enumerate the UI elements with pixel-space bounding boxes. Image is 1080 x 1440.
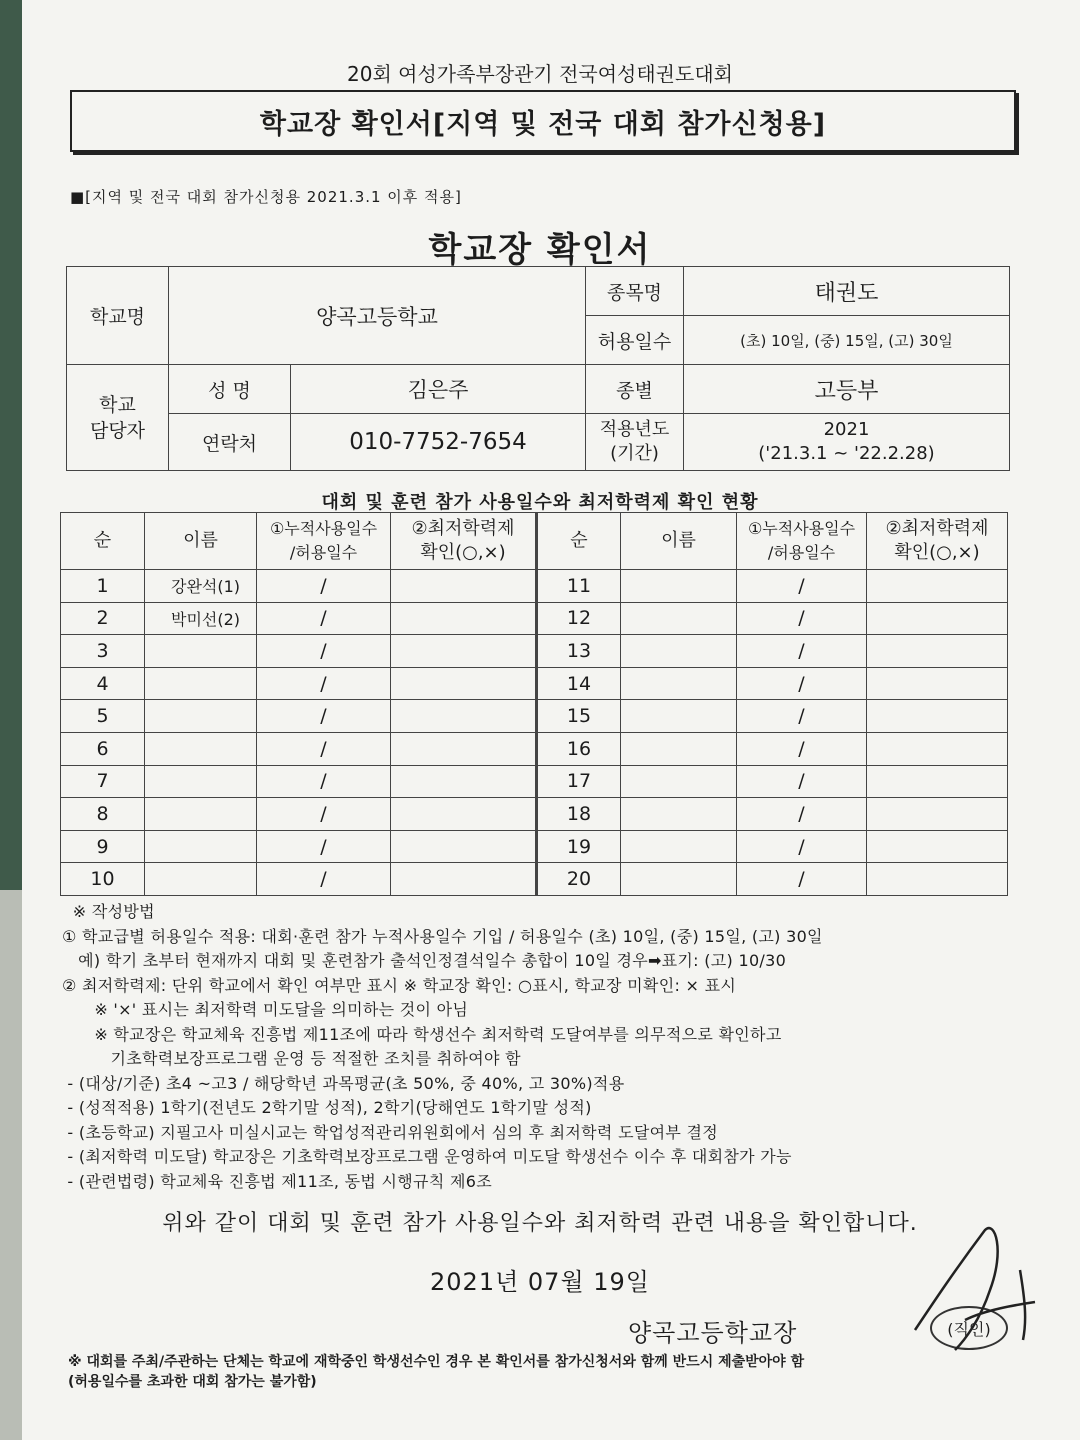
- row-number: 3: [61, 635, 145, 668]
- signature-scribble: [895, 1210, 1045, 1360]
- instruction-line: 기초학력보장프로그램 운영 등 적절한 조치를 취하여야 함: [62, 1049, 521, 1068]
- col-days-header: ①누적사용일수 /허용일수: [257, 513, 391, 570]
- academic-check: [391, 798, 537, 831]
- year-value: 2021: [823, 419, 870, 440]
- info-table: [66, 266, 1010, 471]
- days-used: /: [737, 765, 867, 798]
- academic-check: [391, 830, 537, 863]
- student-name: [621, 798, 737, 831]
- academic-check: [391, 570, 537, 603]
- roster-body: [61, 570, 1008, 896]
- instruction-line: ※ 학교장은 학교체육 진흥법 제11조에 따라 학생선수 최저학력 도달여부를 의무적으로 확인하고: [62, 1024, 782, 1044]
- instruction-line: 예) 학기 초부터 현재까지 대회 및 훈련참가 출석인정결석일수 총합이 10일 경우➡표기: (고) 10/30: [62, 951, 787, 970]
- col-check-header-right: ②최저학력제 확인(○,×): [867, 513, 1008, 570]
- days-used: /: [257, 830, 391, 863]
- academic-check: [867, 830, 1008, 863]
- signer-title: 양곡고등학교장: [628, 1319, 798, 1347]
- instruction-line: - (대상/기준) 초4 ~고3 / 해당학년 과목평균(초 50%, 중 40%, 고 30%)적용: [62, 1073, 625, 1093]
- table-row: [61, 570, 1008, 603]
- event-title: 20회 여성가족부장관기 전국여성태권도대회: [347, 62, 733, 86]
- student-name: [621, 863, 737, 896]
- manager-label: 학교 담당자: [67, 365, 169, 471]
- student-name: 강완석(1): [145, 570, 257, 603]
- days-used: /: [737, 667, 867, 700]
- student-name: 박미선(2): [145, 602, 257, 635]
- row-number: 14: [537, 667, 621, 700]
- days-used: /: [737, 635, 867, 668]
- student-name: [145, 798, 257, 831]
- academic-check: [391, 732, 537, 765]
- row-number: 11: [537, 570, 621, 603]
- instruction-line: - (성적적용) 1학기(전년도 2학기말 성적), 2학기(당해연도 1학기말 성적): [62, 1098, 592, 1117]
- academic-check: [867, 570, 1008, 603]
- division-label: 종별: [586, 365, 684, 414]
- student-name: [145, 667, 257, 700]
- row-number: 6: [61, 732, 145, 765]
- table-row: [61, 732, 1008, 765]
- contact-label: 연락처: [169, 414, 291, 471]
- days-used: /: [257, 863, 391, 896]
- table-row: [61, 798, 1008, 831]
- days-used: /: [257, 700, 391, 733]
- student-name: [145, 700, 257, 733]
- academic-check: [867, 798, 1008, 831]
- row-number: 17: [537, 765, 621, 798]
- days-used: /: [737, 700, 867, 733]
- days-used: /: [737, 732, 867, 765]
- days-used: /: [257, 602, 391, 635]
- days-used: /: [257, 667, 391, 700]
- instruction-line: ② 최저학력제: 단위 학교에서 확인 여부만 표시 ※ 학교장 확인: ○표시, 학교장 미확인: × 표시: [62, 975, 737, 995]
- confirmation-statement: 위와 같이 대회 및 훈련 참가 사용일수와 최저학력 관련 내용을 확인합니다.: [162, 1211, 918, 1236]
- scope-note: ■[지역 및 전국 대회 참가신청용 2021.3.1 이후 적용]: [70, 188, 462, 206]
- academic-check: [391, 635, 537, 668]
- row-number: 7: [61, 765, 145, 798]
- days-used: /: [737, 863, 867, 896]
- student-name: [621, 602, 737, 635]
- row-number: 18: [537, 798, 621, 831]
- name-label: 성 명: [169, 365, 291, 414]
- table-row: [61, 667, 1008, 700]
- student-name: [145, 635, 257, 668]
- row-number: 10: [61, 863, 145, 896]
- row-number: 16: [537, 732, 621, 765]
- days-used: /: [737, 570, 867, 603]
- student-name: [621, 700, 737, 733]
- col-name-header-right: 이름: [621, 513, 737, 570]
- row-number: 5: [61, 700, 145, 733]
- days-used: /: [737, 602, 867, 635]
- student-name: [145, 863, 257, 896]
- instruction-line: ① 학교급별 허용일수 적용: 대회·훈련 참가 누적사용일수 기입 / 허용일수 (초) 10일, (중) 15일, (고) 30일: [62, 926, 823, 946]
- days-used: /: [257, 570, 391, 603]
- academic-check: [867, 700, 1008, 733]
- student-name: [621, 830, 737, 863]
- sport-value: 태권도: [684, 267, 1010, 316]
- student-name: [621, 765, 737, 798]
- academic-check: [391, 700, 537, 733]
- student-name: [621, 732, 737, 765]
- row-number: 15: [537, 700, 621, 733]
- sport-label: 종목명: [586, 267, 684, 316]
- division-value: 고등부: [684, 365, 1010, 414]
- student-name: [621, 635, 737, 668]
- confirmation-date: 2021년 07월 19일: [430, 1268, 650, 1296]
- days-used: /: [257, 732, 391, 765]
- col-name-header: 이름: [145, 513, 257, 570]
- academic-check: [867, 667, 1008, 700]
- student-name: [621, 570, 737, 603]
- days-used: /: [737, 830, 867, 863]
- table-row: [61, 635, 1008, 668]
- instruction-line: - (초등학교) 지필고사 미실시교는 학업성적관리위원회에서 심의 후 최저학력 도달여부 결정: [62, 1122, 718, 1142]
- student-name: [145, 765, 257, 798]
- row-number: 19: [537, 830, 621, 863]
- academic-check: [867, 732, 1008, 765]
- days-used: /: [737, 798, 867, 831]
- student-name: [145, 830, 257, 863]
- row-number: 2: [61, 602, 145, 635]
- table-row: [61, 602, 1008, 635]
- academic-check: [391, 602, 537, 635]
- year-period: ('21.3.1 ~ '22.2.28): [758, 443, 935, 464]
- form-title-box: [70, 90, 1016, 152]
- footnote-line-2: (허용일수를 초과한 대회 참가는 불가함): [68, 1374, 317, 1390]
- allowed-days-value: (초) 10일, (중) 15일, (고) 30일: [684, 316, 1010, 365]
- school-name: 양곡고등학교: [169, 267, 586, 365]
- contact-value: 010-7752-7654: [291, 414, 586, 471]
- student-name: [145, 732, 257, 765]
- days-used: /: [257, 765, 391, 798]
- allowed-days-label: 허용일수: [586, 316, 684, 365]
- days-used: /: [257, 635, 391, 668]
- instruction-line: - (최저학력 미도달) 학교장은 기초학력보장프로그램 운영하여 미도달 학생선수 이수 후 대회참가 가능: [62, 1147, 792, 1166]
- footnote-line-1: ※ 대회를 주최/주관하는 단체는 학교에 재학중인 학생선수인 경우 본 확인서를 참가신청서와 함께 반드시 제출받아야 함: [68, 1354, 805, 1370]
- year-cell: [684, 414, 1010, 471]
- instruction-line: ※ 작성방법: [62, 902, 155, 921]
- form-title: 학교장 확인서[지역 및 전국 대회 참가신청용]: [259, 108, 827, 140]
- year-label: 적용년도 (기간): [586, 414, 684, 471]
- academic-check: [867, 863, 1008, 896]
- academic-check: [867, 602, 1008, 635]
- writing-instructions: [62, 900, 1012, 1194]
- document-title: 학교장 확인서: [428, 230, 652, 270]
- table-row: [61, 863, 1008, 896]
- col-check-header: ②최저학력제 확인(○,×): [391, 513, 537, 570]
- col-days-header-right: ①누적사용일수 /허용일수: [737, 513, 867, 570]
- row-number: 20: [537, 863, 621, 896]
- days-used: /: [257, 798, 391, 831]
- roster-subtitle: 대회 및 훈련 참가 사용일수와 최저학력제 확인 현황: [321, 492, 759, 513]
- row-number: 1: [61, 570, 145, 603]
- seal-label: (직인): [947, 1319, 991, 1339]
- school-label: 학교명: [67, 267, 169, 365]
- row-number: 9: [61, 830, 145, 863]
- table-row: [61, 765, 1008, 798]
- manager-name: 김은주: [291, 365, 586, 414]
- instruction-line: - (관련법령) 학교체육 진흥법 제11조, 동법 시행규칙 제6조: [62, 1171, 492, 1191]
- row-number: 8: [61, 798, 145, 831]
- academic-check: [867, 635, 1008, 668]
- footnote: [68, 1352, 1028, 1392]
- academic-check: [867, 765, 1008, 798]
- table-row: [61, 700, 1008, 733]
- row-number: 4: [61, 667, 145, 700]
- roster-table: [60, 512, 1008, 896]
- academic-check: [391, 765, 537, 798]
- instruction-line: ※ '×' 표시는 최저학력 미도달을 의미하는 것이 아님: [62, 1000, 469, 1019]
- student-name: [621, 667, 737, 700]
- col-no-header: 순: [61, 513, 145, 570]
- row-number: 13: [537, 635, 621, 668]
- academic-check: [391, 667, 537, 700]
- row-number: 12: [537, 602, 621, 635]
- academic-check: [391, 863, 537, 896]
- col-no-header-right: 순: [537, 513, 621, 570]
- table-row: [61, 830, 1008, 863]
